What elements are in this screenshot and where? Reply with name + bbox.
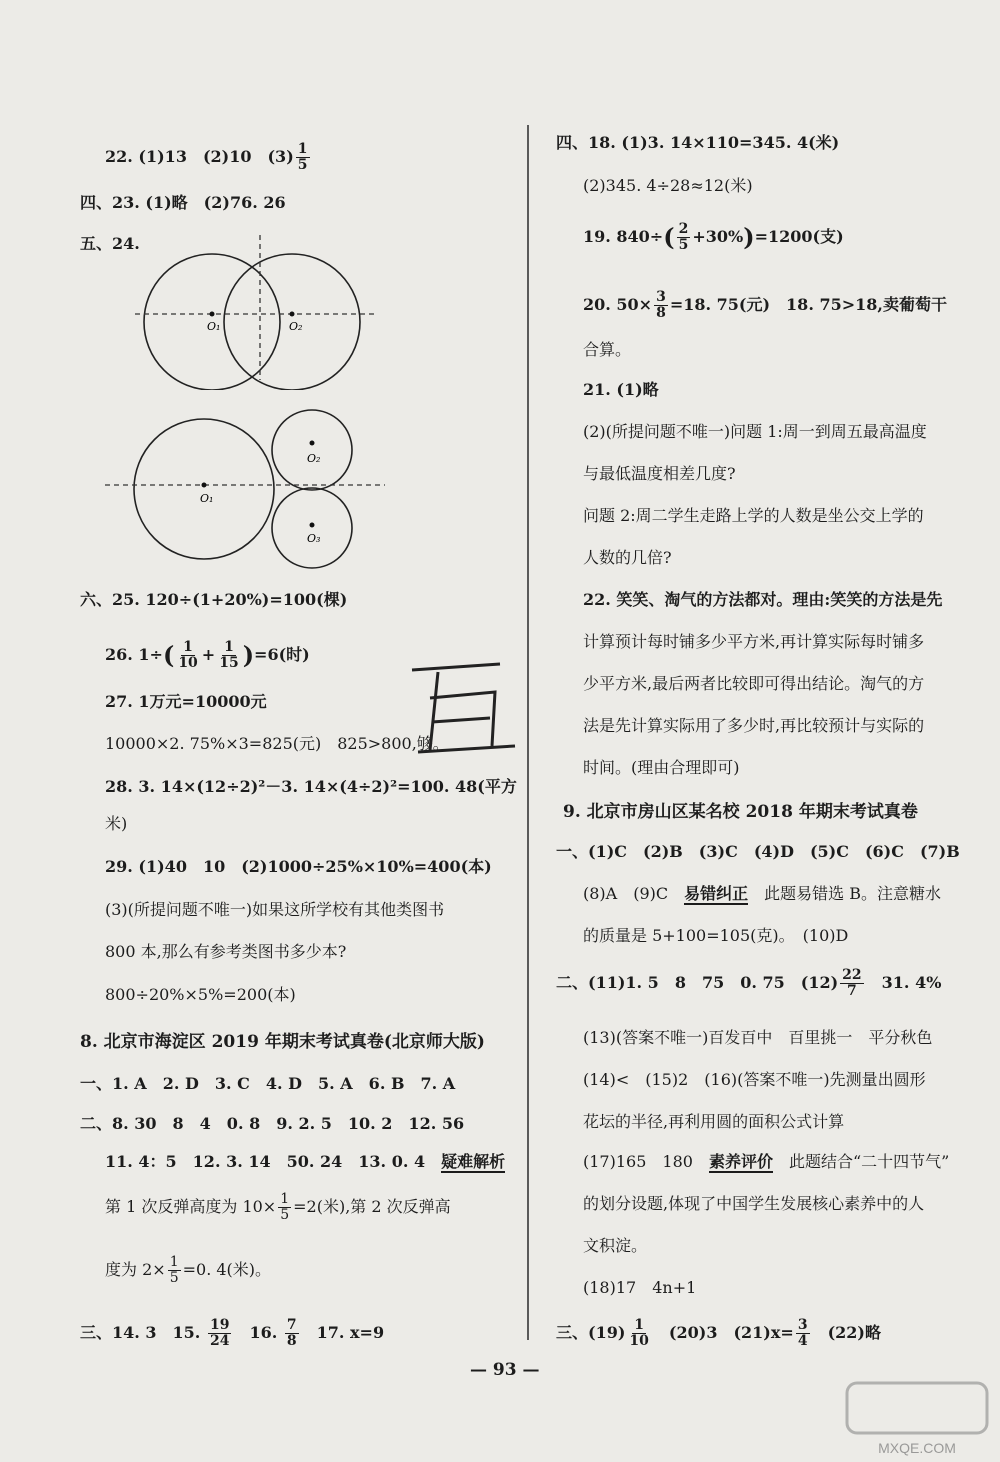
section-8-part1: 一、1. A 2. D 3. C 4. D 5. A 6. B 7. A bbox=[80, 1074, 456, 1093]
answer-27: 27. 1万元=10000元 bbox=[105, 692, 267, 711]
answer-28: 28. 3. 14×(12÷2)²－3. 14×(4÷2)²=100. 48(平方 bbox=[105, 777, 517, 796]
section-9-title: 9. 北京市房山区某名校 2018 年期末考试真卷 bbox=[563, 802, 918, 822]
answer-22: 22. (1)13 (2)10 (3) $\frac{1}{5}$ bbox=[105, 141, 308, 173]
answer-20-conclusion: 合算。 bbox=[583, 340, 632, 359]
answer-28-unit: 米) bbox=[105, 814, 128, 833]
section-8-part-three: 三、14. 3 15. $\frac{19}{24}$ 16. $\frac{7}{8}$ 17. x=9 bbox=[80, 1317, 385, 1349]
section-8-part3: 11. 4：5 12. 3. 14 50. 24 13. 0. 4 疑难解析 bbox=[105, 1152, 506, 1171]
answer-24: 五、24. bbox=[80, 234, 140, 253]
answer-21-part2: (2)(所提问题不唯一)问题 1:周一到周五最高温度 bbox=[583, 422, 927, 441]
page-number: — 93 — bbox=[470, 1360, 540, 1380]
right-column bbox=[528, 0, 1000, 1462]
section-9-part2: 二、(11)1. 5 8 75 0. 75 (12) $\frac{22}{7}$ 31. 4% bbox=[556, 967, 942, 999]
answer-21-q2b: 人数的几倍? bbox=[583, 548, 672, 567]
o2-label: O₂ bbox=[289, 320, 303, 333]
section-8-part2: 二、8. 30 8 4 0. 8 9. 2. 5 10. 2 12. 56 bbox=[80, 1114, 465, 1133]
answer-29: 29. (1)40 10 (2)1000÷25%×10%=400(本) bbox=[105, 857, 492, 876]
section-9-part1c: 的质量是 5+100=105(克)。 (10)D bbox=[583, 926, 849, 945]
svg-text:MXQE.COM: MXQE.COM bbox=[878, 1440, 956, 1456]
answer-21-part2b: 与最低温度相差几度? bbox=[583, 464, 736, 483]
quality-evaluation-tag: 素养评价 bbox=[708, 1152, 773, 1171]
tangent-circles-figure bbox=[100, 405, 390, 575]
answer-29-calc: 800÷20%×5%=200(本) bbox=[105, 985, 296, 1004]
two-circles-figure bbox=[125, 230, 395, 390]
section-9-part2b: (13)(答案不唯一)百发百中 百里挑一 平分秋色 bbox=[583, 1028, 933, 1047]
section-9-part2h: (18)17 4n+1 bbox=[583, 1278, 697, 1297]
section-9-part2d: 花坛的半径,再利用圆的面积公式计算 bbox=[583, 1112, 845, 1131]
answer-22-line2: 计算预计每时铺多少平方米,再计算实际每时铺多 bbox=[583, 632, 925, 651]
section-9-part2c: (14)< (15)2 (16)(答案不唯一)先测量出圆形 bbox=[583, 1070, 926, 1089]
o1-label-2: O₁ bbox=[200, 492, 214, 505]
section-9-part3: 三、(19) $\frac{1}{10}$ (20)3 (21)x= $\frac{3}{4}$ (22)略 bbox=[556, 1317, 881, 1349]
answer-20: 20. 50× $\frac{3}{8}$ =18. 75(元) 18. 75>18,卖葡萄干 bbox=[583, 289, 947, 321]
answer-29-question: 800 本,那么有参考类图书多少本? bbox=[105, 942, 347, 961]
answer-22-right: 22. 笑笑、淘气的方法都对。理由:笑笑的方法是先 bbox=[583, 590, 943, 609]
fraction: $\frac{1}{5}$ bbox=[297, 141, 308, 173]
section-9-part1: 一、(1)C (2)B (3)C (4)D (5)C (6)C (7)B bbox=[556, 842, 960, 861]
answer-25: 六、25. 120÷(1+20%)=100(棵) bbox=[80, 590, 348, 609]
answer-21: 21. (1)略 bbox=[583, 380, 659, 399]
o2-label-2: O₂ bbox=[307, 452, 321, 465]
answer-22-line4: 法是先计算实际用了多少时,再比较预计与实际的 bbox=[583, 716, 925, 735]
o1-label: O₁ bbox=[207, 320, 221, 333]
answer-18: 四、18. (1)3. 14×110=345. 4(米) bbox=[556, 133, 840, 152]
section-9-part2g: 文积淀。 bbox=[583, 1236, 648, 1255]
answer-18-part2: (2)345. 4÷28≈12(米) bbox=[583, 176, 753, 195]
section-9-part1b: (8)A (9)C 易错纠正 此题易错选 B。注意糖水 bbox=[583, 884, 942, 903]
section-8-title: 8. 北京市海淀区 2019 年期末考试真卷(北京师大版) bbox=[80, 1032, 485, 1052]
answer-26: 26. 1÷( $\frac{1}{10}$ + $\frac{1}{15}$ )=6(时) bbox=[105, 639, 310, 671]
answer-22-line3: 少平方米,最后两者比较即可得出结论。淘气的方 bbox=[583, 674, 925, 693]
answer-23: 四、23. (1)略 (2)76. 26 bbox=[80, 193, 286, 212]
section-8-explain2: 度为 2× $\frac{1}{5}$ =0. 4(米)。 bbox=[105, 1254, 272, 1286]
section-8-explain1: 第 1 次反弹高度为 10× $\frac{1}{5}$ =2(米),第 2 次反弹高 bbox=[105, 1191, 451, 1223]
answer-29-part3: (3)(所提问题不唯一)如果这所学校有其他类图书 bbox=[105, 900, 445, 919]
difficult-analysis-tag: 疑难解析 bbox=[441, 1152, 506, 1171]
section-9-part2e: (17)165 180 素养评价 此题结合“二十四节气” bbox=[583, 1152, 950, 1171]
o3-label: O₃ bbox=[307, 532, 321, 545]
answer-27-calc: 10000×2. 75%×3=825(元) 825>800,够。 bbox=[105, 734, 449, 753]
watermark-logo bbox=[842, 1378, 992, 1458]
handwritten-stamp bbox=[400, 650, 540, 800]
section-9-part2f: 的划分设题,体现了中国学生发展核心素养中的人 bbox=[583, 1194, 925, 1213]
error-correction-tag: 易错纠正 bbox=[684, 884, 749, 903]
answer-22-line5: 时间。(理由合理即可) bbox=[583, 758, 740, 777]
answer-21-q2: 问题 2:周二学生走路上学的人数是坐公交上学的 bbox=[583, 506, 924, 525]
answer-19: 19. 840÷( $\frac{2}{5}$ +30%)=1200(支) bbox=[583, 221, 844, 253]
